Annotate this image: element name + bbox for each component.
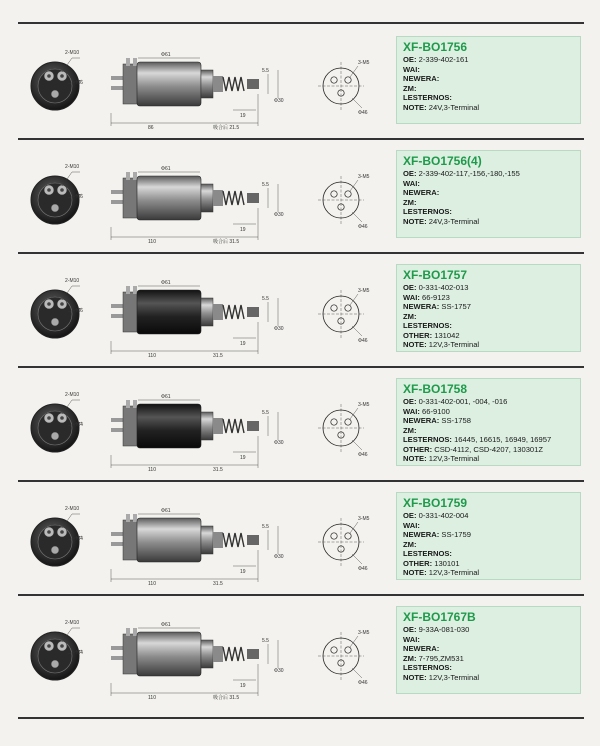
- spec-line: [403, 435, 574, 445]
- diameter-label: Φ61: [161, 166, 171, 172]
- terminal-thread-label: 3-M5: [358, 174, 370, 180]
- spec-line: [403, 654, 574, 664]
- spec-label: NOTE:: [403, 216, 427, 226]
- spec-line: [403, 559, 574, 569]
- spec-label: NEWERA:: [403, 302, 440, 311]
- spec-value: SS-1757: [441, 302, 471, 311]
- spec-value: 7-795,ZM531: [418, 653, 464, 663]
- spec-label: ZM:: [403, 83, 417, 93]
- spec-label: NOTE:: [403, 672, 427, 682]
- spec-value: SS-1759: [441, 530, 471, 539]
- spec-label: WAI:: [403, 634, 420, 644]
- row-divider: [18, 252, 584, 254]
- spec-line: [403, 407, 574, 417]
- small-length-label: 19: [240, 455, 246, 461]
- spec-value: 16445, 16615, 16949, 16957: [454, 435, 552, 444]
- spec-label: WAI:: [403, 520, 420, 530]
- spec-label: ZM:: [403, 197, 417, 207]
- product-code: XF-BO1758: [403, 382, 468, 396]
- thread-label: 2-M10: [65, 620, 80, 626]
- diameter-label: Φ61: [161, 508, 171, 514]
- spec-line: [403, 55, 574, 65]
- face-diameter-label: Φ46: [358, 224, 368, 230]
- spec-label: NOTE:: [403, 568, 427, 577]
- spec-line: [403, 454, 574, 464]
- side-view: [111, 172, 278, 240]
- product-code: XF-BO1756: [403, 40, 468, 54]
- thread-label: 2-M10: [65, 50, 80, 56]
- product-code: XF-BO1759: [403, 496, 468, 510]
- spec-label: LESTERNOS:: [403, 321, 452, 330]
- spec-line: [403, 312, 574, 322]
- bolt-label: M6: [76, 80, 83, 86]
- product-drawings: [18, 598, 390, 714]
- side-view: [111, 514, 278, 582]
- spec-label: LESTERNOS:: [403, 207, 452, 216]
- spec-value: CSD-4112, CSD-4207, 130301Z: [434, 444, 543, 454]
- spec-line: [403, 635, 574, 645]
- terminal-face-view: [318, 404, 364, 452]
- stroke-label: 吸合后 31.5: [213, 695, 240, 701]
- spec-value: 24V,3-Terminal: [428, 216, 480, 226]
- product-code: XF-BO1757: [403, 268, 468, 282]
- spec-box: [396, 264, 581, 352]
- end-view: [31, 628, 82, 680]
- spec-label: LESTERNOS:: [403, 663, 452, 672]
- spec-label: NEWERA:: [403, 74, 440, 83]
- spec-line: [403, 65, 574, 75]
- spec-label: NEWERA:: [403, 188, 440, 197]
- spec-label: OE:: [403, 511, 417, 520]
- spec-line: [403, 169, 574, 179]
- product-row: [0, 484, 600, 600]
- spec-line: [403, 283, 574, 293]
- spec-line: [403, 416, 574, 426]
- terminal-thread-label: 3-M5: [358, 288, 370, 294]
- spec-line: [403, 293, 574, 303]
- spec-value: 66-9123: [422, 292, 450, 302]
- face-diameter-label: Φ46: [358, 338, 368, 344]
- spec-label: LESTERNOS:: [403, 549, 452, 558]
- product-code: XF-BO1756(4): [403, 154, 482, 168]
- diameter-label: Φ61: [161, 622, 171, 628]
- length-label: 110: [148, 581, 156, 587]
- spec-value: 12V,3-Terminal: [428, 568, 480, 577]
- spec-label: WAI:: [403, 178, 420, 188]
- thread-label: 2-M10: [65, 164, 80, 170]
- diameter-label: Φ61: [161, 52, 171, 58]
- spec-line: [403, 625, 574, 635]
- spec-line: [403, 321, 574, 331]
- spec-label: OE:: [403, 625, 417, 634]
- terminal-thread-label: 3-M5: [358, 60, 370, 66]
- terminal-thread-label: 3-M5: [358, 402, 370, 408]
- d2-label: Φ30: [274, 668, 284, 674]
- spec-label: ZM:: [403, 653, 417, 663]
- length-label: 110: [148, 239, 156, 245]
- solenoid-drawing: [18, 484, 390, 600]
- length-label: 110: [148, 695, 156, 701]
- solenoid-drawing: [18, 28, 390, 144]
- product-drawings: [18, 484, 390, 600]
- d2-label: Φ30: [274, 554, 284, 560]
- spec-label: WAI:: [403, 292, 420, 302]
- product-row: [0, 28, 600, 144]
- spec-line: [403, 188, 574, 198]
- small-length-label: 19: [240, 341, 246, 347]
- stroke-label: 31.5: [213, 581, 223, 587]
- product-row: [0, 598, 600, 714]
- small-length-label: 19: [240, 113, 246, 119]
- spec-label: NEWERA:: [403, 530, 440, 539]
- spec-label: ZM:: [403, 311, 417, 321]
- solenoid-drawing: [18, 142, 390, 258]
- spec-label: OTHER:: [403, 558, 433, 568]
- small-length-label: 19: [240, 569, 246, 575]
- bolt-label: M4: [76, 422, 83, 428]
- spec-value: SS-1758: [441, 416, 471, 425]
- face-diameter-label: Φ46: [358, 680, 368, 686]
- spec-line: [403, 549, 574, 559]
- stroke-label: 吸合后 31.5: [213, 239, 240, 245]
- terminal-thread-label: 3-M5: [358, 516, 370, 522]
- diameter-label: Φ61: [161, 394, 171, 400]
- spec-line: [403, 426, 574, 436]
- spec-line: [403, 673, 574, 683]
- d2-label: Φ30: [274, 440, 284, 446]
- face-diameter-label: Φ46: [358, 452, 368, 458]
- spec-line: [403, 663, 574, 673]
- length-label: 86: [148, 125, 154, 131]
- spec-label: ZM:: [403, 425, 417, 435]
- terminal-face-view: [318, 632, 364, 680]
- thread-label: 2-M10: [65, 392, 80, 398]
- spec-value: 9-33A-081-030: [418, 625, 470, 634]
- spec-label: NOTE:: [403, 340, 427, 349]
- spec-label: NEWERA:: [403, 416, 440, 425]
- spec-label: NOTE:: [403, 454, 427, 463]
- spec-line: [403, 445, 574, 455]
- product-drawings: [18, 142, 390, 258]
- solenoid-drawing: [18, 370, 390, 486]
- row-divider: [18, 480, 584, 482]
- top-divider: [18, 22, 584, 24]
- spec-label: OE:: [403, 169, 417, 178]
- spec-line: [403, 340, 574, 350]
- spec-line: [403, 302, 574, 312]
- spec-line: [403, 198, 574, 208]
- d2-label: Φ30: [274, 98, 284, 104]
- terminal-face-view: [318, 518, 364, 566]
- spec-label: OTHER:: [403, 444, 433, 454]
- spec-value: 0-331-402-001, -004, -016: [418, 397, 508, 406]
- product-code: XF-BO1767B: [403, 610, 476, 624]
- spec-value: 2-339-402-161: [418, 55, 469, 64]
- spec-box: [396, 606, 581, 694]
- small-length-label: 19: [240, 227, 246, 233]
- side-view: [111, 286, 278, 354]
- spec-value: 0-331-402-013: [418, 283, 469, 292]
- terminal-face-view: [318, 176, 364, 224]
- d1-label: 5.5: [262, 524, 269, 530]
- terminal-face-view: [318, 62, 364, 110]
- small-length-label: 19: [240, 683, 246, 689]
- d1-label: 5.5: [262, 182, 269, 188]
- d1-label: 5.5: [262, 68, 269, 74]
- diameter-label: Φ61: [161, 280, 171, 286]
- d1-label: 5.5: [262, 296, 269, 302]
- end-view: [31, 286, 82, 338]
- spec-line: [403, 530, 574, 540]
- face-diameter-label: Φ46: [358, 566, 368, 572]
- spec-line: [403, 207, 574, 217]
- spec-value: 12V,3-Terminal: [428, 454, 480, 463]
- spec-line: [403, 521, 574, 531]
- spec-label: OE:: [403, 283, 417, 292]
- product-drawings: [18, 370, 390, 486]
- spec-line: [403, 331, 574, 341]
- spec-value: 0-331-402-004: [418, 511, 469, 520]
- spec-line: [403, 103, 574, 113]
- row-divider: [18, 594, 584, 596]
- spec-value: 12V,3-Terminal: [428, 672, 480, 682]
- product-row: [0, 256, 600, 372]
- spec-line: [403, 74, 574, 84]
- row-divider: [18, 366, 584, 368]
- end-view: [31, 58, 82, 110]
- spec-label: ZM:: [403, 539, 417, 549]
- product-drawings: [18, 28, 390, 144]
- bolt-label: M4: [76, 536, 83, 542]
- stroke-label: 31.5: [213, 467, 223, 473]
- length-label: 110: [148, 353, 156, 359]
- side-view: [111, 628, 278, 696]
- length-label: 110: [148, 467, 156, 473]
- product-drawings: [18, 256, 390, 372]
- product-row: [0, 370, 600, 486]
- row-divider: [18, 138, 584, 140]
- side-view: [111, 400, 278, 468]
- terminal-thread-label: 3-M5: [358, 630, 370, 636]
- row-divider: [18, 717, 584, 719]
- spec-box: [396, 378, 581, 466]
- spec-line: [403, 568, 574, 578]
- spec-value: 12V,3-Terminal: [428, 340, 480, 349]
- bolt-label: M6: [76, 194, 83, 200]
- spec-value: 131042: [434, 330, 460, 340]
- d2-label: Φ30: [274, 212, 284, 218]
- spec-value: 66-9100: [422, 406, 450, 416]
- spec-line: [403, 511, 574, 521]
- spec-value: 130101: [434, 558, 460, 568]
- spec-box: [396, 492, 581, 580]
- spec-label: WAI:: [403, 406, 420, 416]
- spec-line: [403, 540, 574, 550]
- spec-label: NOTE:: [403, 102, 427, 112]
- d1-label: 5.5: [262, 638, 269, 644]
- d2-label: Φ30: [274, 326, 284, 332]
- side-view: [111, 58, 278, 126]
- d1-label: 5.5: [262, 410, 269, 416]
- bolt-label: M6: [76, 308, 83, 314]
- spec-label: OE:: [403, 55, 417, 64]
- spec-label: WAI:: [403, 64, 420, 74]
- spec-label: LESTERNOS:: [403, 93, 452, 102]
- terminal-face-view: [318, 290, 364, 338]
- thread-label: 2-M10: [65, 278, 80, 284]
- spec-value: 24V,3-Terminal: [428, 102, 480, 112]
- spec-line: [403, 397, 574, 407]
- thread-label: 2-M10: [65, 506, 80, 512]
- spec-label: NEWERA:: [403, 644, 440, 653]
- spec-line: [403, 644, 574, 654]
- stroke-label: 31.5: [213, 353, 223, 359]
- end-view: [31, 400, 82, 452]
- product-row: [0, 142, 600, 258]
- spec-label: OE:: [403, 397, 417, 406]
- spec-box: [396, 150, 581, 238]
- stroke-label: 吸合后 21.5: [213, 125, 240, 131]
- spec-line: [403, 93, 574, 103]
- spec-label: LESTERNOS:: [403, 435, 452, 444]
- bolt-label: M4: [76, 650, 83, 656]
- solenoid-drawing: [18, 256, 390, 372]
- spec-line: [403, 179, 574, 189]
- spec-box: [396, 36, 581, 124]
- end-view: [31, 172, 82, 224]
- spec-line: [403, 217, 574, 227]
- solenoid-drawing: [18, 598, 390, 714]
- spec-line: [403, 84, 574, 94]
- spec-value: 2-339-402-117,-156,-180,-155: [418, 169, 520, 178]
- spec-label: OTHER:: [403, 330, 433, 340]
- end-view: [31, 514, 82, 566]
- face-diameter-label: Φ46: [358, 110, 368, 116]
